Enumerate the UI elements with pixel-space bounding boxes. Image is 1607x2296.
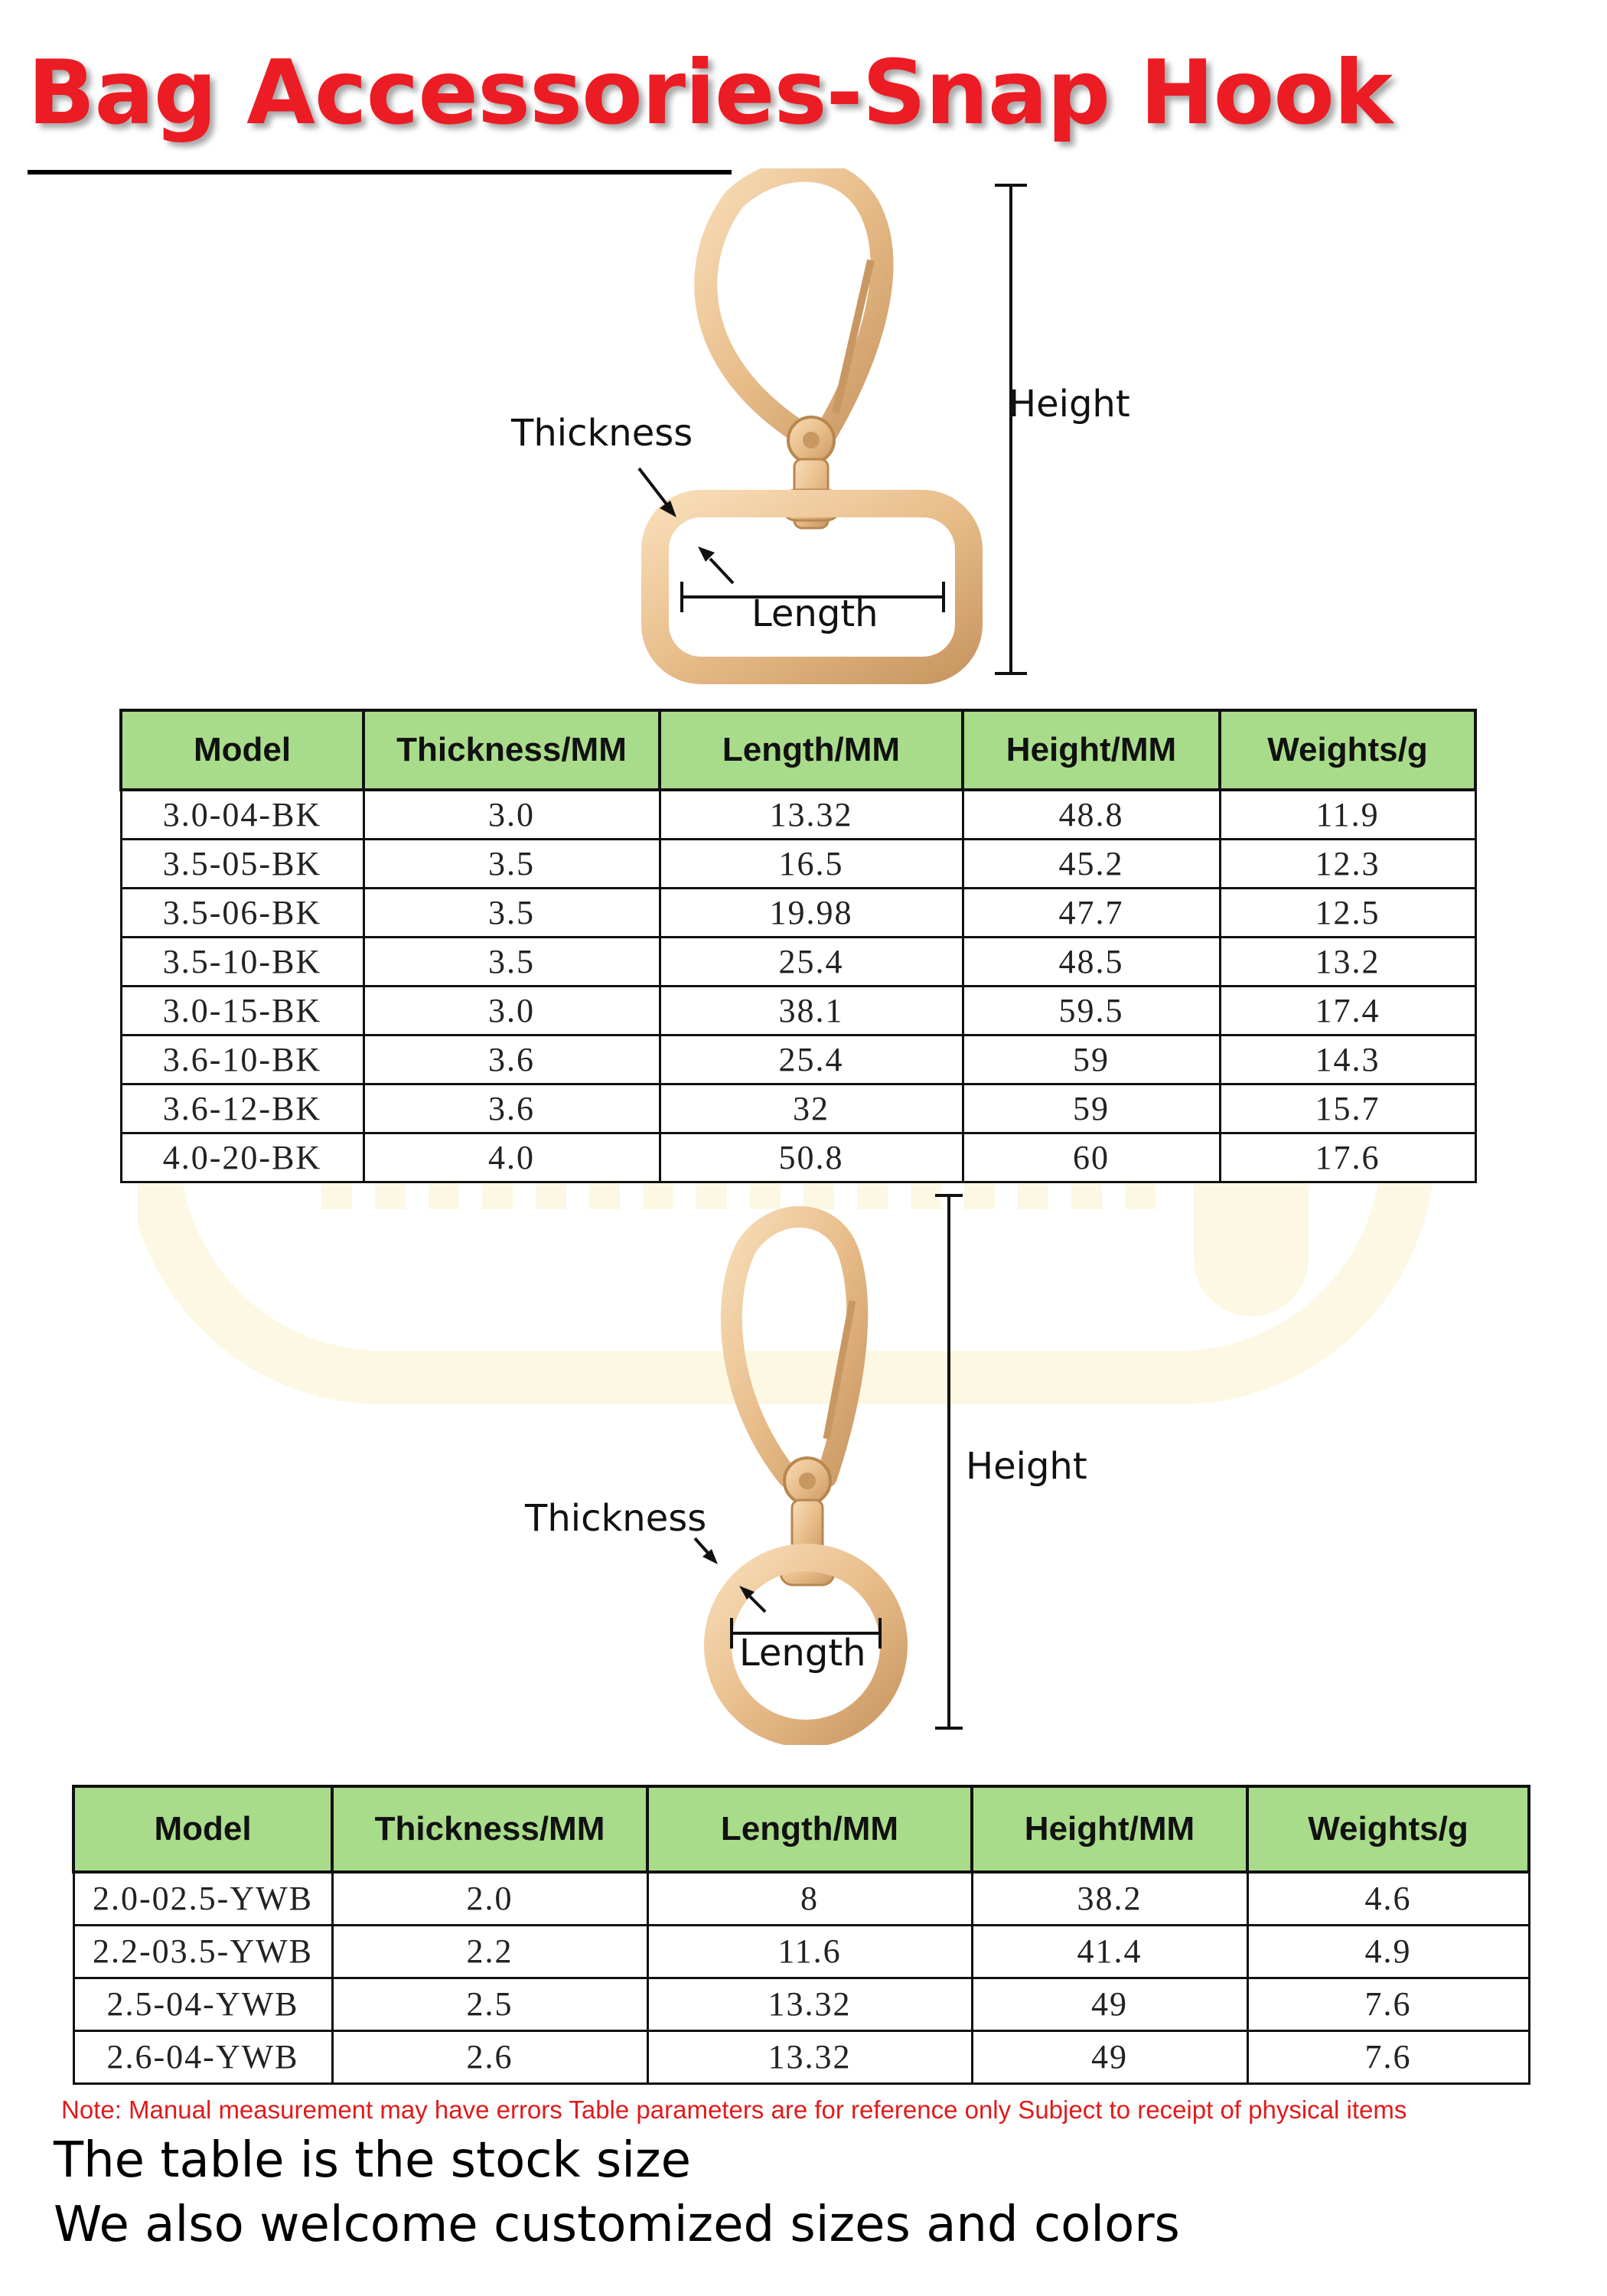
table-row [121,790,1475,839]
table-header-row [121,710,1475,790]
cell: 3.5-05-BK [121,839,363,888]
header-cell: Length/MM [647,1786,972,1872]
header-cell: Length/MM [660,710,963,790]
cell: 13.32 [647,2030,972,2083]
cell: 48.8 [963,790,1220,839]
disclaimer-note: Note: Manual measurement may have errors Table parameters are for reference only Subject to receipt of physical items [61,2095,1407,2124]
cell: 7.6 [1247,2030,1529,2083]
cell: 38.1 [660,986,963,1035]
header-cell: Model [73,1786,332,1872]
cell: 2.5 [332,1978,647,2030]
cell: 25.4 [660,937,963,986]
cell: 12.5 [1220,888,1475,937]
table-header-row [73,1786,1529,1872]
footer-line-2: We also welcome customized sizes and colors [54,2197,1180,2253]
thickness-label-1: Thickness [511,412,693,455]
spec-table-bk [119,709,1477,1183]
header-cell: Height/MM [972,1786,1247,1872]
header-cell: Height/MM [963,710,1220,790]
cell: 2.6 [332,2030,647,2083]
cell: 49 [972,1978,1247,2030]
cell: 15.7 [1220,1084,1475,1133]
thickness-label-2: Thickness [525,1497,707,1540]
cell: 25.4 [660,1035,963,1084]
height-label-1: Height [1009,383,1130,426]
table-row [73,2030,1529,2083]
cell: 49 [972,2030,1247,2083]
cell: 13.32 [660,790,963,839]
height-label-2: Height [966,1445,1087,1488]
table-row [121,986,1475,1035]
cell: 16.5 [660,839,963,888]
cell: 59 [963,1035,1220,1084]
header-cell: Model [121,710,363,790]
cell: 8 [647,1872,972,1925]
page-title: Bag Accessories-Snap Hook [28,41,1393,145]
cell: 4.0-20-BK [121,1133,363,1182]
cell: 3.0 [363,790,660,839]
cell: 41.4 [972,1925,1247,1978]
cell: 60 [963,1133,1220,1182]
cell: 4.9 [1247,1925,1529,1978]
header-cell: Thickness/MM [363,710,660,790]
cell: 3.5 [363,839,660,888]
cell: 2.2 [332,1925,647,1978]
cell: 50.8 [660,1133,963,1182]
cell: 3.6 [363,1084,660,1133]
cell: 14.3 [1220,1035,1475,1084]
cell: 3.0-04-BK [121,790,363,839]
cell: 2.6-04-YWB [73,2030,332,2083]
cell: 19.98 [660,888,963,937]
cell: 3.5 [363,888,660,937]
table-row [121,937,1475,986]
cell: 3.6-12-BK [121,1084,363,1133]
length-label-2: Length [739,1632,866,1675]
table-row [121,1133,1475,1182]
table-row [121,1084,1475,1133]
cell: 3.6 [363,1035,660,1084]
cell: 47.7 [963,888,1220,937]
cell: 13.2 [1220,937,1475,986]
footer-line-1: The table is the stock size [54,2132,691,2189]
table-row [73,1978,1529,2030]
cell: 59.5 [963,986,1220,1035]
cell: 2.5-04-YWB [73,1978,332,2030]
table-row [73,1872,1529,1925]
cell: 32 [660,1084,963,1133]
cell: 11.6 [647,1925,972,1978]
cell: 3.6-10-BK [121,1035,363,1084]
table-row [121,888,1475,937]
cell: 48.5 [963,937,1220,986]
cell: 17.6 [1220,1133,1475,1182]
cell: 4.6 [1247,1872,1529,1925]
table-row [121,839,1475,888]
cell: 2.0 [332,1872,647,1925]
cell: 11.9 [1220,790,1475,839]
length-label-1: Length [751,592,878,635]
table-row [73,1925,1529,1978]
header-cell: Weights/g [1220,710,1475,790]
cell: 4.0 [363,1133,660,1182]
cell: 3.5-10-BK [121,937,363,986]
cell: 3.5 [363,937,660,986]
cell: 38.2 [972,1872,1247,1925]
cell: 12.3 [1220,839,1475,888]
table-row [121,1035,1475,1084]
header-cell: Thickness/MM [332,1786,647,1872]
cell: 3.0-15-BK [121,986,363,1035]
cell: 17.4 [1220,986,1475,1035]
spec-table-ywb [72,1785,1530,2085]
cell: 59 [963,1084,1220,1133]
header-cell: Weights/g [1247,1786,1529,1872]
cell: 2.0-02.5-YWB [73,1872,332,1925]
cell: 7.6 [1247,1978,1529,2030]
cell: 2.2-03.5-YWB [73,1925,332,1978]
cell: 3.5-06-BK [121,888,363,937]
cell: 45.2 [963,839,1220,888]
cell: 13.32 [647,1978,972,2030]
cell: 3.0 [363,986,660,1035]
